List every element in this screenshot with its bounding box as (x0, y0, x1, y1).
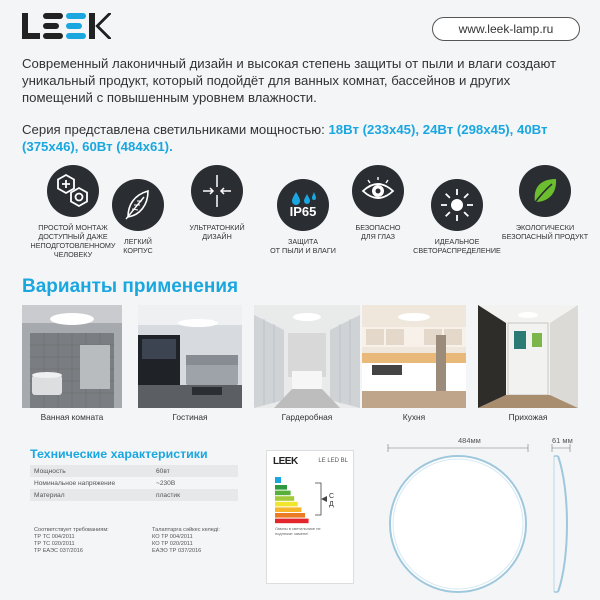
photo-wardrobe (254, 305, 360, 422)
spec-value: пластик (152, 489, 238, 501)
energy-class-bar (275, 507, 301, 512)
series-item: 18Вт (233х45) (328, 122, 416, 137)
leaf-icon (519, 165, 571, 217)
energy-class-bar (275, 519, 309, 524)
feature-eco (497, 165, 593, 241)
energy-class-bar (275, 491, 291, 496)
water-drops-icon (277, 179, 329, 231)
feature-caption: ЛЕГКИЙ КОРПУС (123, 237, 153, 255)
feature-caption: ЭКОЛОГИЧЕСКИ БЕЗОПАСНЫЙ ПРОДУКТ (501, 223, 589, 241)
feature-caption: УЛЬТРАТОНКИЙ ДИЗАЙН (189, 223, 245, 241)
photo-kitchen (362, 305, 466, 422)
energy-class-bar (275, 496, 294, 501)
feature-caption: ЗАЩИТА ОТ ПЫЛИ И ВЛАГИ (270, 237, 336, 255)
tech-specs-title: Технические характеристики (30, 447, 208, 461)
series-text: Серия представлена светильниками мощностью: 18Вт (233х45), 24Вт (298х45), 40Вт (375х46), 60Вт (484х61). (22, 122, 548, 154)
tech-specs-table (30, 465, 238, 501)
photo-label: Кухня (402, 412, 426, 422)
series-item: 60Вт (484х61) (82, 139, 170, 154)
energy-class-bar (275, 502, 298, 507)
application-photos (22, 305, 578, 425)
logo-letter-e (43, 13, 63, 39)
features-row (0, 165, 600, 275)
energy-class-bar (275, 513, 305, 518)
photo-bathroom (22, 305, 122, 422)
feature-eye-safe (338, 165, 418, 241)
applications-title: Варианты применения (22, 276, 239, 297)
photo-living-room (138, 305, 242, 422)
package-model: LE LED BL (318, 458, 348, 464)
hex-bolts-icon (47, 165, 99, 217)
spec-name: Материал (30, 489, 152, 501)
dimension-drawing (370, 430, 600, 600)
requirements-ru: Соответствует требованиям: ТР ТС 004/2011 ТР ТС 020/2011 ТР ЕАЭС 037/2016 (34, 527, 109, 554)
feature-light-distribution (412, 179, 502, 255)
eye-icon (352, 165, 404, 217)
feature-caption: БЕЗОПАСНО ДЛЯ ГЛАЗ (355, 223, 401, 241)
photo-label: Прихожая (508, 412, 548, 422)
feature-caption: ИДЕАЛЬНОЕ СВЕТОРАСПРЕДЕЛЕНИЕ (413, 237, 501, 255)
package-label (266, 450, 354, 584)
feature-ultrathin (172, 165, 262, 241)
table-row (30, 465, 238, 477)
photo-label: Ванная комната (40, 412, 104, 422)
energy-scale-icon (275, 477, 351, 525)
thin-profile-icon (191, 165, 243, 217)
logo-letter-l (22, 13, 40, 39)
spec-name: Мощность (30, 465, 152, 477)
photo-label: Гостиная (172, 412, 208, 422)
feather-icon (112, 179, 164, 231)
ip65-badge: IP65 (289, 204, 317, 219)
logo-letter-k (89, 13, 111, 39)
spec-name: Номинальное напряжение (34, 479, 116, 487)
brand-logo (22, 13, 111, 39)
spec-value: 60вт (152, 465, 238, 477)
package-note: Лампы в светильнике не подлежат замене! (275, 526, 321, 536)
requirements-kz: Талаптарға сәйкес келеді: КО ТР 004/2011 КО ТР 020/2011 ЕАЭО ТР 037/2016 (152, 527, 220, 554)
series-item: 40Вт (375х46) (22, 122, 548, 154)
light-burst-icon (431, 179, 483, 231)
table-row (30, 489, 238, 501)
table-row (30, 477, 238, 489)
series-item: 24Вт (298х45) (422, 122, 510, 137)
energy-letter: Д (329, 501, 334, 508)
intro-text: Современный лаконичный дизайн и высокая степень защиты от пыли и влаги создают уникальный продукт, который подойдёт для ванных комнат, бассейнов и других помещений с повышенным уровнем влажности. (22, 56, 557, 105)
height-label: 61 мм (552, 436, 573, 445)
feature-caption: ПРОСТОЙ МОНТАЖ ДОСТУПНЫЙ ДАЖЕ НЕПОДГОТОВЛЕННОМУ ЧЕЛОВЕКУ (30, 223, 116, 259)
spec-value: ~230В (156, 479, 176, 487)
logo-letter-e-blue (66, 13, 86, 39)
series-prefix: Серия представлена светильниками мощностью: (22, 122, 329, 137)
energy-class-bar (275, 485, 287, 490)
photo-hallway (478, 305, 578, 422)
feature-ip65 (258, 179, 348, 255)
website-url[interactable]: www.leek-lamp.ru (432, 17, 580, 41)
photo-label: Гардеробная (281, 412, 333, 422)
feature-light-body (103, 179, 173, 255)
diameter-label: 484мм (458, 436, 481, 445)
package-logo: LEEK (273, 456, 298, 467)
energy-letter: С (329, 493, 335, 500)
